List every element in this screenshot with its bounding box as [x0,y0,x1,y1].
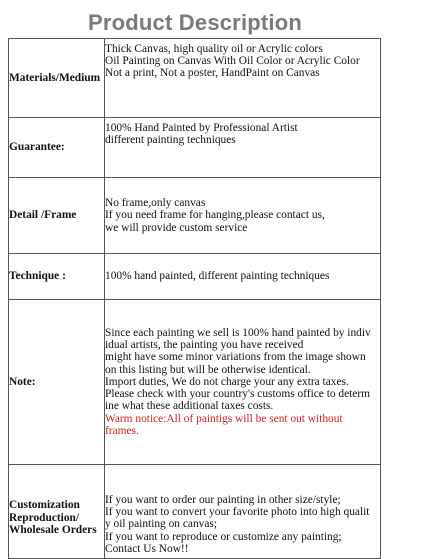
value-line: y oil painting on canvas; [105,518,217,531]
product-description-table [8,38,381,559]
value-line: idual artists, the painting you have received [105,339,304,352]
row-label-text: Guarantee: [9,141,65,154]
table-row [9,254,381,300]
row-value [105,465,381,559]
table-row [9,178,381,254]
table-row [9,118,381,178]
table-row [9,300,381,465]
value-line: Thick Canvas, high quality oil or Acrylic colors [105,43,323,55]
value-line: Please check with your country's customs office to determ [105,388,371,401]
row-label [9,118,105,178]
value-line: ine what these additional taxes costs. [105,400,274,413]
value-line: No frame,only canvas [105,197,206,210]
row-label-text: Materials/Medium [9,71,101,84]
table-row [9,39,381,118]
warm-notice: Warm notice:All of paintigs will be sent out without [105,412,343,425]
row-label-text: Technique : [9,270,66,283]
table-row [9,465,381,559]
row-value [105,178,381,254]
row-value [105,254,381,300]
page-title: Product Description [87,10,303,35]
row-label-text: Wholesale Orders [9,523,97,536]
value-line: different painting techniques [105,134,236,147]
row-label-text: Reproduction/ [9,511,80,524]
value-line: Contact Us Now!! [105,542,189,555]
row-label-text: Customization [9,499,80,512]
row-label [9,300,105,465]
row-value [105,300,381,465]
value-line: 100% Hand Painted by Professional Artist [105,122,298,134]
row-label-text: Note: [9,375,36,388]
value-line: Oil Painting on Canvas With Oil Color or Acrylic Color [105,55,360,68]
row-label-text: Detail /Frame [9,209,77,222]
value-line: If you want to order our painting in other size/style; [105,493,341,506]
value-line: might have some minor variations from the image shown [105,351,366,364]
value-line: we will provide custom service [105,221,248,234]
row-value [105,39,381,118]
row-label [9,254,105,300]
value-line: If you want to convert your favorite photo into high qualit [105,506,370,519]
value-line: If you need frame for hanging,please contact us, [105,209,325,222]
row-label [9,39,105,118]
value-line: 100% hand painted, different painting techniques [105,270,330,283]
value-line: Not a print, Not a poster, HandPaint on Canvas [105,67,320,80]
value-line: Since each painting we sell is 100% hand painted by indiv [105,327,371,340]
warm-notice: frames. [105,424,139,437]
value-line: Import duties, We do not charge your any extra taxes. [105,375,349,388]
value-line: on this listing but will be otherwise identical. [105,363,311,376]
row-label [9,465,105,559]
row-value [105,118,381,178]
value-line: If you want to reproduce or customize any painting; [105,530,342,543]
row-label [9,178,105,254]
